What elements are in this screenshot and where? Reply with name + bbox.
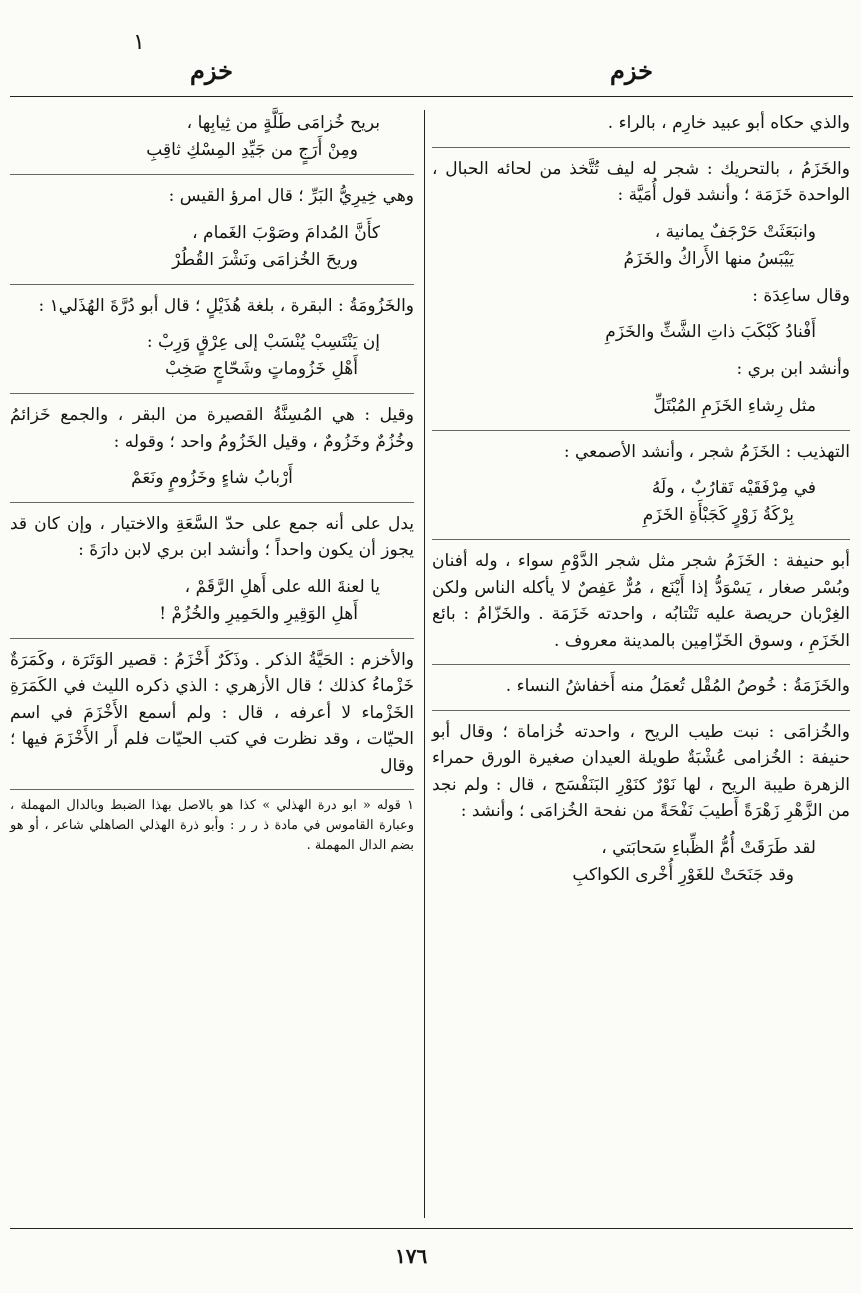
paragraph: والخَزُومَةُ : البقرة ، بلغة هُذَيْلٍ ؛ قال أبو دُرَّةَ الهُذَلي١ :: [10, 284, 414, 320]
top-rule: [10, 96, 853, 97]
verse-line: يا لعنةَ الله على أَهلِ الرَّقَمْ ،: [184, 576, 380, 597]
verse: [10, 220, 414, 274]
verse-line: مثل رِشاءِ الخَزَمِ المُبْتَلِّ: [653, 395, 816, 416]
paragraph: أبو حنيفة : الخَزَمُ شجر مثل شجر الدَّوْمِ سواء ، وله أفنان وبُسْر صغار ، يَسْوَدُّ إذا أَيْنَع ، مُرٌّ عَفِصٌ لا يأكله الناس ولكن الغِرْبان حريصة عليه تَنْتابُه ، واحدته خَزَمَة . والخَزّامُ : بائع الخَزَمِ ، وسوق الخَزّامِين بالمدينة معروف .: [432, 539, 850, 654]
paragraph: يدل على أنه جمع على حدّ السَّعَةِ والاختيار ، وإن كان قد يجوز أن يكون واحداً ؛ وأنشد ابن بري لابن دارَةَ :: [10, 502, 414, 564]
right-column: [432, 110, 850, 899]
verse-line: في مِرْفَقَيْه تَقارُبٌ ، ولَهُ: [651, 478, 816, 498]
verse-line: لقد طَرَقَتْ أُمُّ الظِّباءِ سَحابَتي ،: [601, 837, 816, 858]
paragraph: والخُزامَى : نبت طيب الريح ، واحدته خُزاماة ؛ وقال أبو حنيفة : الخُزامى عُشْبَةٌ طويلة العيدان صغيرة الورق حمراء الزهرة طيبة الريح ، لها نَوْرٌ كنَوْرِ البَنَفْسَج ، قال : ولم نجد من الزَّهْرِ زَهْرَةً أَطيبَ نَفْحَةً من نفحة الخُزامَى ؛ وأنشد :: [432, 710, 850, 825]
header-right-entry-word: خزم: [610, 56, 653, 85]
verse: [10, 574, 414, 628]
verse-line: أَهْلِ خَزُوماتٍ وشَحّاجٍ صَخِبْ: [165, 359, 358, 379]
verse: [432, 475, 850, 529]
page-number: ١٧٦: [395, 1244, 428, 1268]
verse: [432, 393, 850, 420]
column-divider: [424, 110, 425, 1218]
paragraph: والأخزم : الحَيَّةُ الذكر . وذَكَرٌ أَخْزَمُ : قصير الوَتَرَة ، وكَمَرَةٌ خَزْماءُ كذلك ؛ قال الأزهري : الذي ذكره الليث في الكَمَرَةِ الخَزْماء لا أعرفه ، قال : ولم أسمع الأَخْزَمَ في اسم الحيّات ، وقد نظرت في كتب الحيّات فلم أَر الأَخْزَمَ فيها ؛ وقال: [10, 638, 414, 780]
verse: [10, 110, 414, 164]
verse-line: أَفْنادُ كَبْكَبَ ذاتِ الشَّثِّ والخَزَمِ: [605, 322, 816, 342]
verse-line: إن يَنْتَسِبْ يُنْسَبْ إلى عِرْقٍ وَرِبْ :: [146, 332, 380, 352]
paragraph: وهي خِيرِيُّ البَرِّ ؛ قال امرؤ القيس :: [10, 174, 414, 210]
verse-line: وريحَ الخُزامَى ونَشْرَ القُطُرْ: [172, 249, 358, 270]
verse: [432, 319, 850, 346]
footnote: ١ قوله « ابو درة الهذلي » كذا هو بالاصل بهذا الضبط وبالدال المهملة ، وعبارة القاموس في مادة ذ ر ر : وأبو ذرة الهذلي الصاهلي شاعر ، أو هو بضم الدال المهملة .: [10, 789, 414, 856]
verse-line: وقد جَنَحَتْ للغَوْرِ أُخْرى الكواكبِ: [572, 864, 794, 885]
paragraph: التهذيب : الخَزَمُ شجر ، وأنشد الأصمعي :: [432, 430, 850, 466]
verse-line: ومِنْ أَرَجٍ من جَيِّدِ المِسْكِ ثاقِبِ: [146, 140, 358, 160]
verse: [432, 835, 850, 889]
verse: [10, 329, 414, 383]
verse-line: بِرْكَةُ زَوْرٍ كَجَبْأَةِ الخَزَمِ: [642, 505, 794, 525]
verse-line: بريح خُزامَى طَلَّةٍ من ثِيابِها ،: [186, 113, 380, 133]
paragraph: والخَزَمَةُ : خُوصُ المُقْل تُعمَلُ منه أَخفاشُ النساء .: [432, 664, 850, 700]
verse-line: يَيْبَسُ منها الأَراكُ والخَزَمُ: [623, 248, 794, 269]
bottom-rule: [10, 1228, 853, 1229]
header-left-entry-word: خزم: [190, 56, 233, 85]
verse-line: أَرْبابُ شاءٍ وخَزُومٍ ونَعَمْ: [131, 468, 293, 488]
verse: [432, 219, 850, 273]
verse-line: أَهلِ الوَقِيرِ والحَمِيرِ والخُزُمْ !: [159, 603, 358, 624]
paragraph: والذي حكاه أبو عبيد خارِم ، بالراء .: [607, 113, 850, 133]
paragraph: وقيل : هي المُسِنَّةُ القصيرة من البقر ، والجمع خَزائمُ وخُزُمٌ وخَزُومٌ ، وقيل الخَزُومُ واحد ؛ وقوله :: [10, 393, 414, 455]
top-marker: ١: [133, 30, 145, 55]
left-column: [10, 110, 414, 856]
verse-line: وانبَعَثَتْ حَرْجَفٌ يمانية ،: [654, 221, 816, 242]
paragraph: وقال ساعِدَة :: [752, 285, 850, 306]
verse-line: كأَنَّ المُدامَ وصَوْبَ الغَمام ،: [192, 222, 380, 243]
paragraph: والخَزَمُ ، بالتحريك : شجر له ليف تُتَّخذ من لحائه الحبال ، الواحدة خَزَمَة ؛ وأنشد قول أُمَيَّة :: [432, 147, 850, 209]
paragraph: وأنشد ابن بري :: [736, 359, 850, 379]
